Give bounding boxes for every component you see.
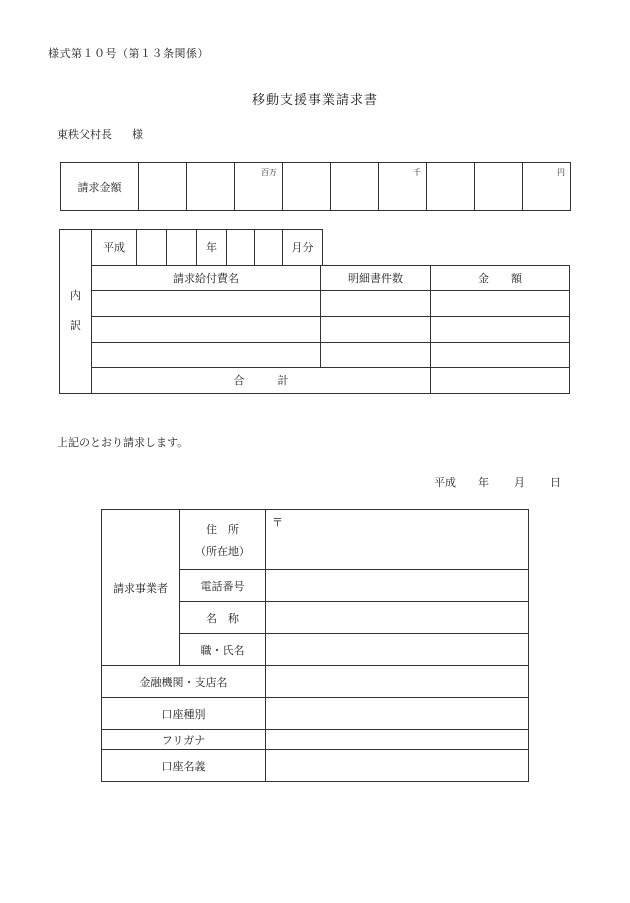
count-cell[interactable] (321, 316, 431, 342)
name-field[interactable] (266, 602, 529, 634)
side-char-2: 訳 (70, 319, 81, 333)
applicant-group-label: 請求事業者 (102, 510, 180, 666)
period-table (91, 229, 323, 266)
document-title: 移動支援事業請求書 (251, 93, 378, 108)
amount-cell[interactable] (431, 290, 570, 316)
bank-field[interactable] (266, 666, 529, 698)
bank-label: 金融機関・支店名 (102, 666, 266, 698)
breakdown-table (59, 229, 570, 394)
period-month-box[interactable] (227, 229, 255, 265)
unit-million: 百万 (261, 168, 277, 177)
unit-thousand: 千 (413, 168, 421, 177)
count-cell[interactable] (321, 342, 431, 367)
amount-digit[interactable] (283, 163, 331, 211)
side-char-1: 内 (70, 289, 81, 303)
date-month: 月 (514, 476, 525, 489)
amount-label: 請求金額 (61, 163, 139, 211)
date-year: 年 (478, 476, 489, 489)
addressee-name: 東秩父村長 (57, 128, 112, 141)
col-header-item: 請求給付費名 (92, 265, 321, 290)
form-number: 様式第１０号（第１３条関係） (48, 47, 209, 60)
statement: 上記のとおり請求します。 (57, 436, 189, 449)
period-era: 平成 (92, 229, 137, 265)
date-line (434, 474, 561, 490)
account-type-label: 口座種別 (102, 698, 266, 730)
amount-digit[interactable] (331, 163, 379, 211)
period-year-box[interactable] (137, 229, 167, 265)
amount-cell[interactable] (431, 316, 570, 342)
period-year-unit: 年 (197, 229, 227, 265)
furigana-field[interactable] (266, 730, 529, 750)
amount-digit-thousand[interactable] (379, 163, 427, 211)
period-month-unit: 月分 (283, 229, 323, 265)
period-year-box[interactable] (167, 229, 197, 265)
name-label: 名 称 (180, 602, 266, 634)
count-cell[interactable] (321, 290, 431, 316)
phone-field[interactable] (266, 570, 529, 602)
address-label-sub: （所在地） (195, 544, 250, 558)
postal-mark: 〒 (272, 516, 283, 529)
date-era: 平成 (434, 476, 456, 489)
item-cell[interactable] (92, 342, 321, 367)
total-label: 合 計 (92, 367, 431, 393)
title-name-field[interactable] (266, 634, 529, 666)
furigana-label: フリガナ (102, 730, 266, 750)
account-type-field[interactable] (266, 698, 529, 730)
period-month-box[interactable] (255, 229, 283, 265)
amount-digit[interactable] (427, 163, 475, 211)
account-name-label: 口座名義 (102, 750, 266, 782)
amount-digit-million[interactable] (235, 163, 283, 211)
address-field[interactable] (266, 510, 529, 570)
amount-digit[interactable] (139, 163, 187, 211)
title-name-label: 職・氏名 (180, 634, 266, 666)
date-day: 日 (550, 476, 561, 489)
account-name-field[interactable] (266, 750, 529, 782)
amount-table (60, 162, 571, 211)
addressee-suffix: 様 (132, 128, 143, 141)
col-header-amount: 金 額 (431, 265, 570, 290)
amount-digit-yen[interactable] (523, 163, 571, 211)
period-row (92, 230, 570, 266)
applicant-table (101, 509, 529, 782)
col-header-count: 明細書件数 (321, 265, 431, 290)
amount-cell[interactable] (431, 342, 570, 367)
addressee (57, 126, 143, 142)
address-label (180, 510, 266, 570)
amount-digit[interactable] (187, 163, 235, 211)
breakdown-side-label (60, 230, 92, 394)
item-cell[interactable] (92, 316, 321, 342)
item-cell[interactable] (92, 290, 321, 316)
address-label-main: 住 所 (206, 522, 239, 536)
unit-yen: 円 (557, 168, 565, 177)
total-amount-cell[interactable] (431, 367, 570, 393)
phone-label: 電話番号 (180, 570, 266, 602)
amount-digit[interactable] (475, 163, 523, 211)
